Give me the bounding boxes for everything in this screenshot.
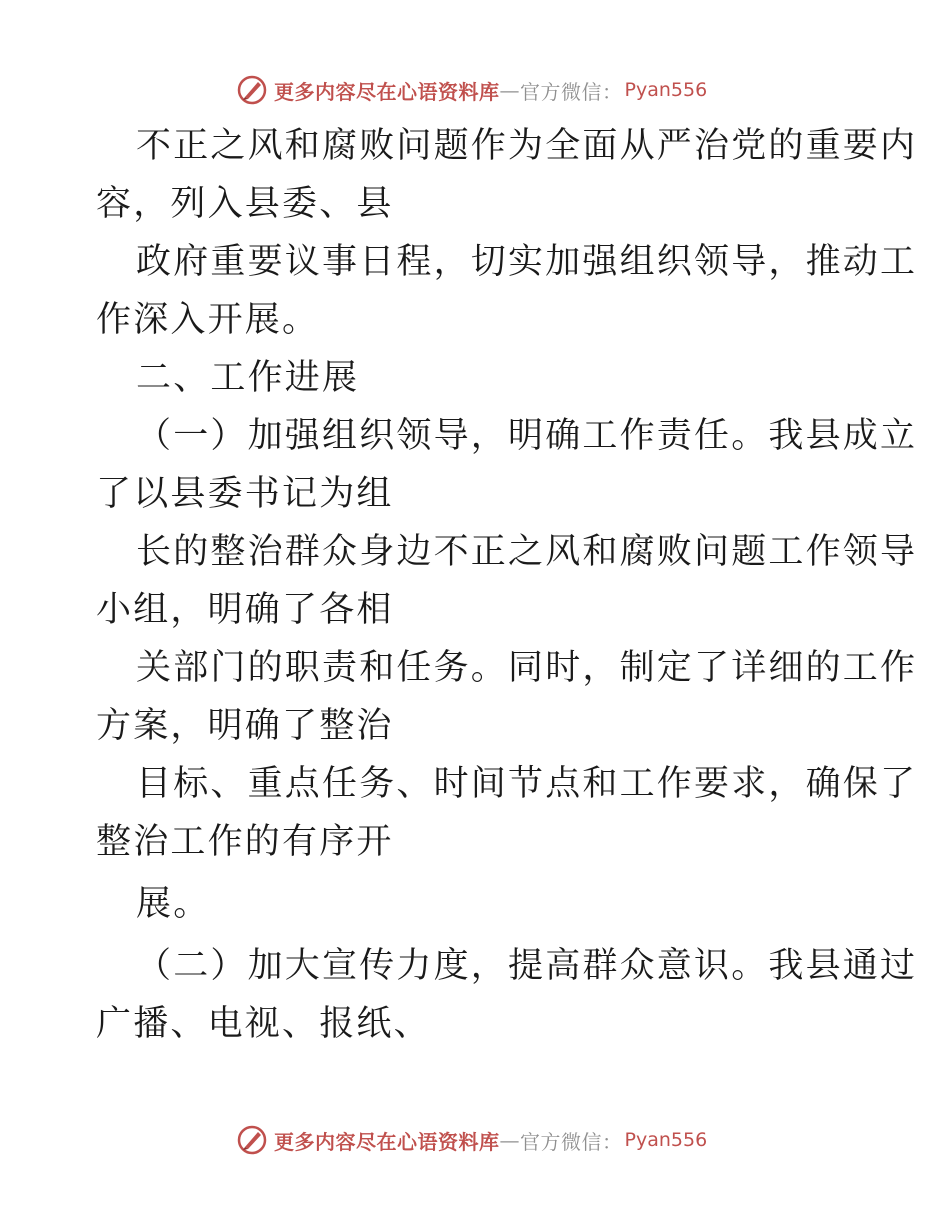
paragraph-line: 作深入开展。 [96,300,320,340]
paragraph-line: 不正之风和腐败问题作为全面从严治党的重要内 [136,126,918,166]
watermark-text: 更多内容尽在心语资料库 [274,79,500,104]
watermark-wechat-label: 官方微信： [520,79,623,104]
paragraph-line: 关部门的职责和任务。同时，制定了详细的工作 [136,648,918,688]
paragraph-line: （二）加大宣传力度，提高群众意识。我县通过 [136,946,918,986]
paragraph-line: 了以县委书记为组 [96,474,394,514]
section-heading: 二、工作进展 [136,358,360,398]
watermark-wechat-label: 官方微信： [520,1129,623,1154]
footer-watermark [236,1122,707,1158]
watermark-dash: — [499,78,520,102]
paragraph-line: 广播、电视、报纸、 [96,1004,431,1044]
paragraph-line: 政府重要议事日程，切实加强组织领导，推动工 [136,242,918,282]
paragraph-line: 小组，明确了各相 [96,590,394,630]
watermark-wechat-id: Pyan556 [624,1129,708,1151]
paragraph-line: （一）加强组织领导，明确工作责任。我县成立 [136,416,918,456]
paragraph-line: 容，列入县委、县 [96,184,394,224]
paragraph-line: 长的整治群众身边不正之风和腐败问题工作领导 [136,532,918,572]
paragraph-line: 整治工作的有序开 [96,822,394,862]
watermark-text: 更多内容尽在心语资料库 [274,1129,500,1154]
watermark-wechat-id: Pyan556 [624,79,708,101]
paragraph-line: 展。 [136,884,211,924]
paragraph-line: 方案，明确了整治 [96,706,394,746]
quill-pen-logo-icon [236,74,268,106]
quill-pen-logo-icon [236,1124,268,1156]
header-watermark [236,72,707,108]
paragraph-line: 目标、重点任务、时间节点和工作要求，确保了 [136,764,918,804]
watermark-dash: — [499,1128,520,1152]
